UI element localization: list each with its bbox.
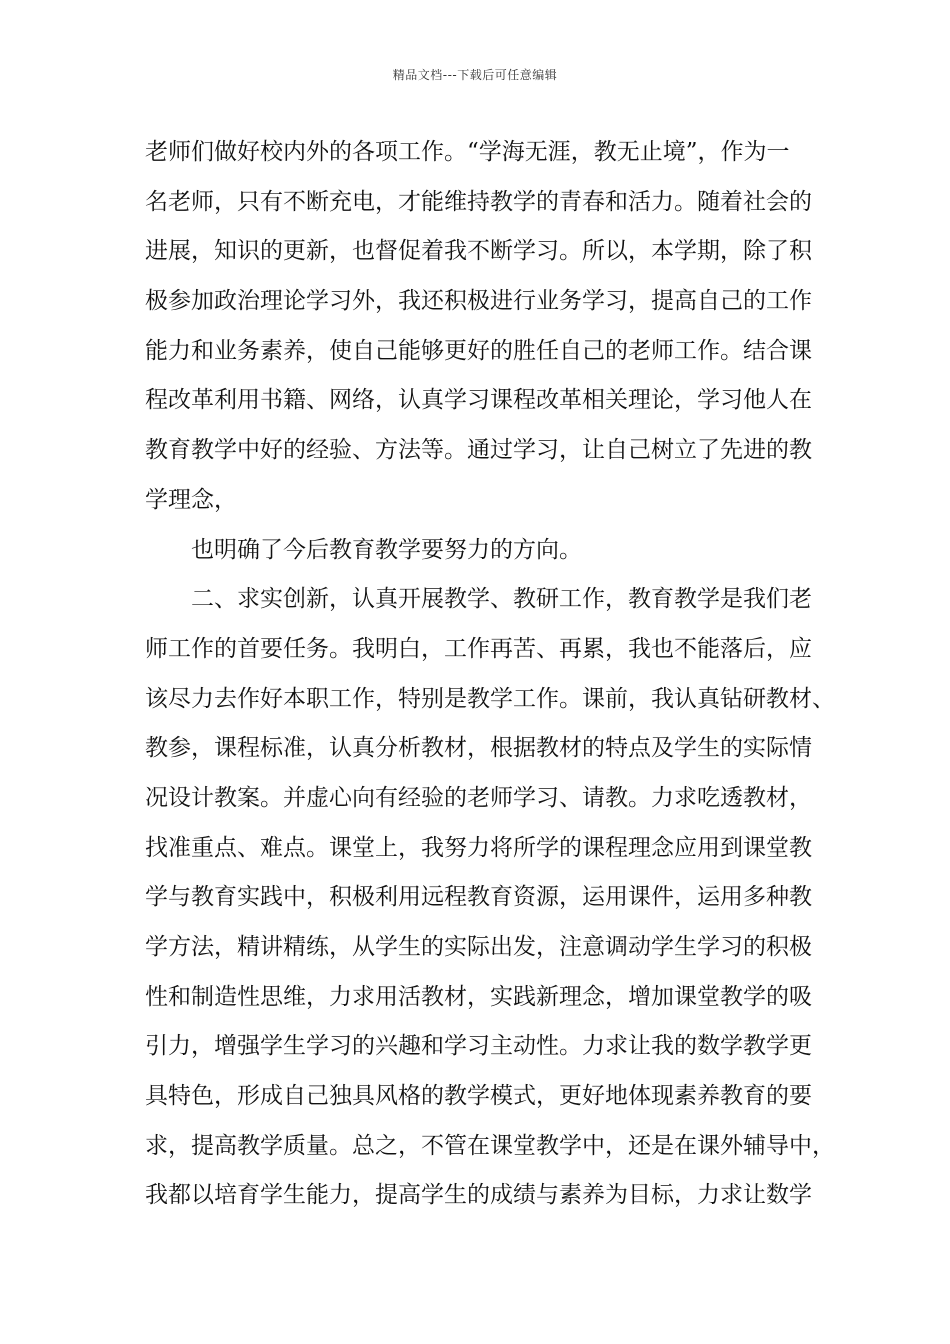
text-line: 性和制造性思维，力求用活教材，实践新理念，增加课堂教学的吸: [145, 983, 812, 1010]
text-line: 名老师，只有不断充电，才能维持教学的青春和活力。随着社会的: [145, 188, 812, 215]
text-line: 学方法，精讲精练，从学生的实际出发，注意调动学生学习的积极: [145, 934, 812, 960]
text-line: 教育教学中好的经验、方法等。通过学习，让自己树立了先进的教: [145, 437, 812, 464]
page-header: 精品文档---下载后可任意编辑: [392, 68, 558, 82]
text-line: 学理念，: [145, 486, 237, 513]
text-line: 师工作的首要任务。我明白，工作再苦、再累，我也不能落后，应: [145, 635, 812, 662]
text-line: 我都以培育学生能力，提高学生的成绩与素养为目标，力求让数学: [145, 1182, 812, 1209]
text-line: 该尽力去作好本职工作，特别是教学工作。课前，我认真钻研教材、: [145, 685, 835, 712]
text-line: 找准重点、难点。课堂上，我努力将所学的课程理念应用到课堂教: [145, 834, 812, 861]
document-body: [145, 128, 835, 1221]
text-line: 学与教育实践中，积极利用远程教育资源，运用课件，运用多种教: [145, 884, 812, 911]
paragraph-start-line: 二、求实创新，认真开展教学、教研工作，教育教学是我们老: [191, 586, 812, 613]
text-line: 具特色，形成自己独具风格的教学模式，更好地体现素养教育的要: [145, 1083, 812, 1110]
text-line: 极参加政治理论学习外，我还积极进行业务学习，提高自己的工作: [145, 288, 812, 315]
text-line: 能力和业务素养，使自己能够更好的胜任自己的老师工作。结合课: [145, 337, 812, 364]
text-line: 况设计教案。并虚心向有经验的老师学习、请教。力求吃透教材，: [145, 784, 812, 811]
text-line: 老师们做好校内外的各项工作。“学海无涯，教无止境”，作为一: [145, 139, 790, 165]
text-line: 教参，课程标准，认真分析教材，根据教材的特点及学生的实际情: [145, 735, 812, 762]
text-line: 进展，知识的更新，也督促着我不断学习。所以，本学期，除了积: [145, 238, 812, 265]
text-line: 求，提高教学质量。总之，不管在课堂教学中，还是在课外辅导中，: [145, 1132, 835, 1159]
paragraph-start-line: 也明确了今后教育教学要努力的方向。: [191, 536, 582, 563]
text-line: 程改革利用书籍、网络，认真学习课程改革相关理论，学习他人在: [145, 387, 812, 414]
text-line: 引力，增强学生学习的兴趣和学习主动性。力求让我的数学教学更: [145, 1033, 812, 1060]
